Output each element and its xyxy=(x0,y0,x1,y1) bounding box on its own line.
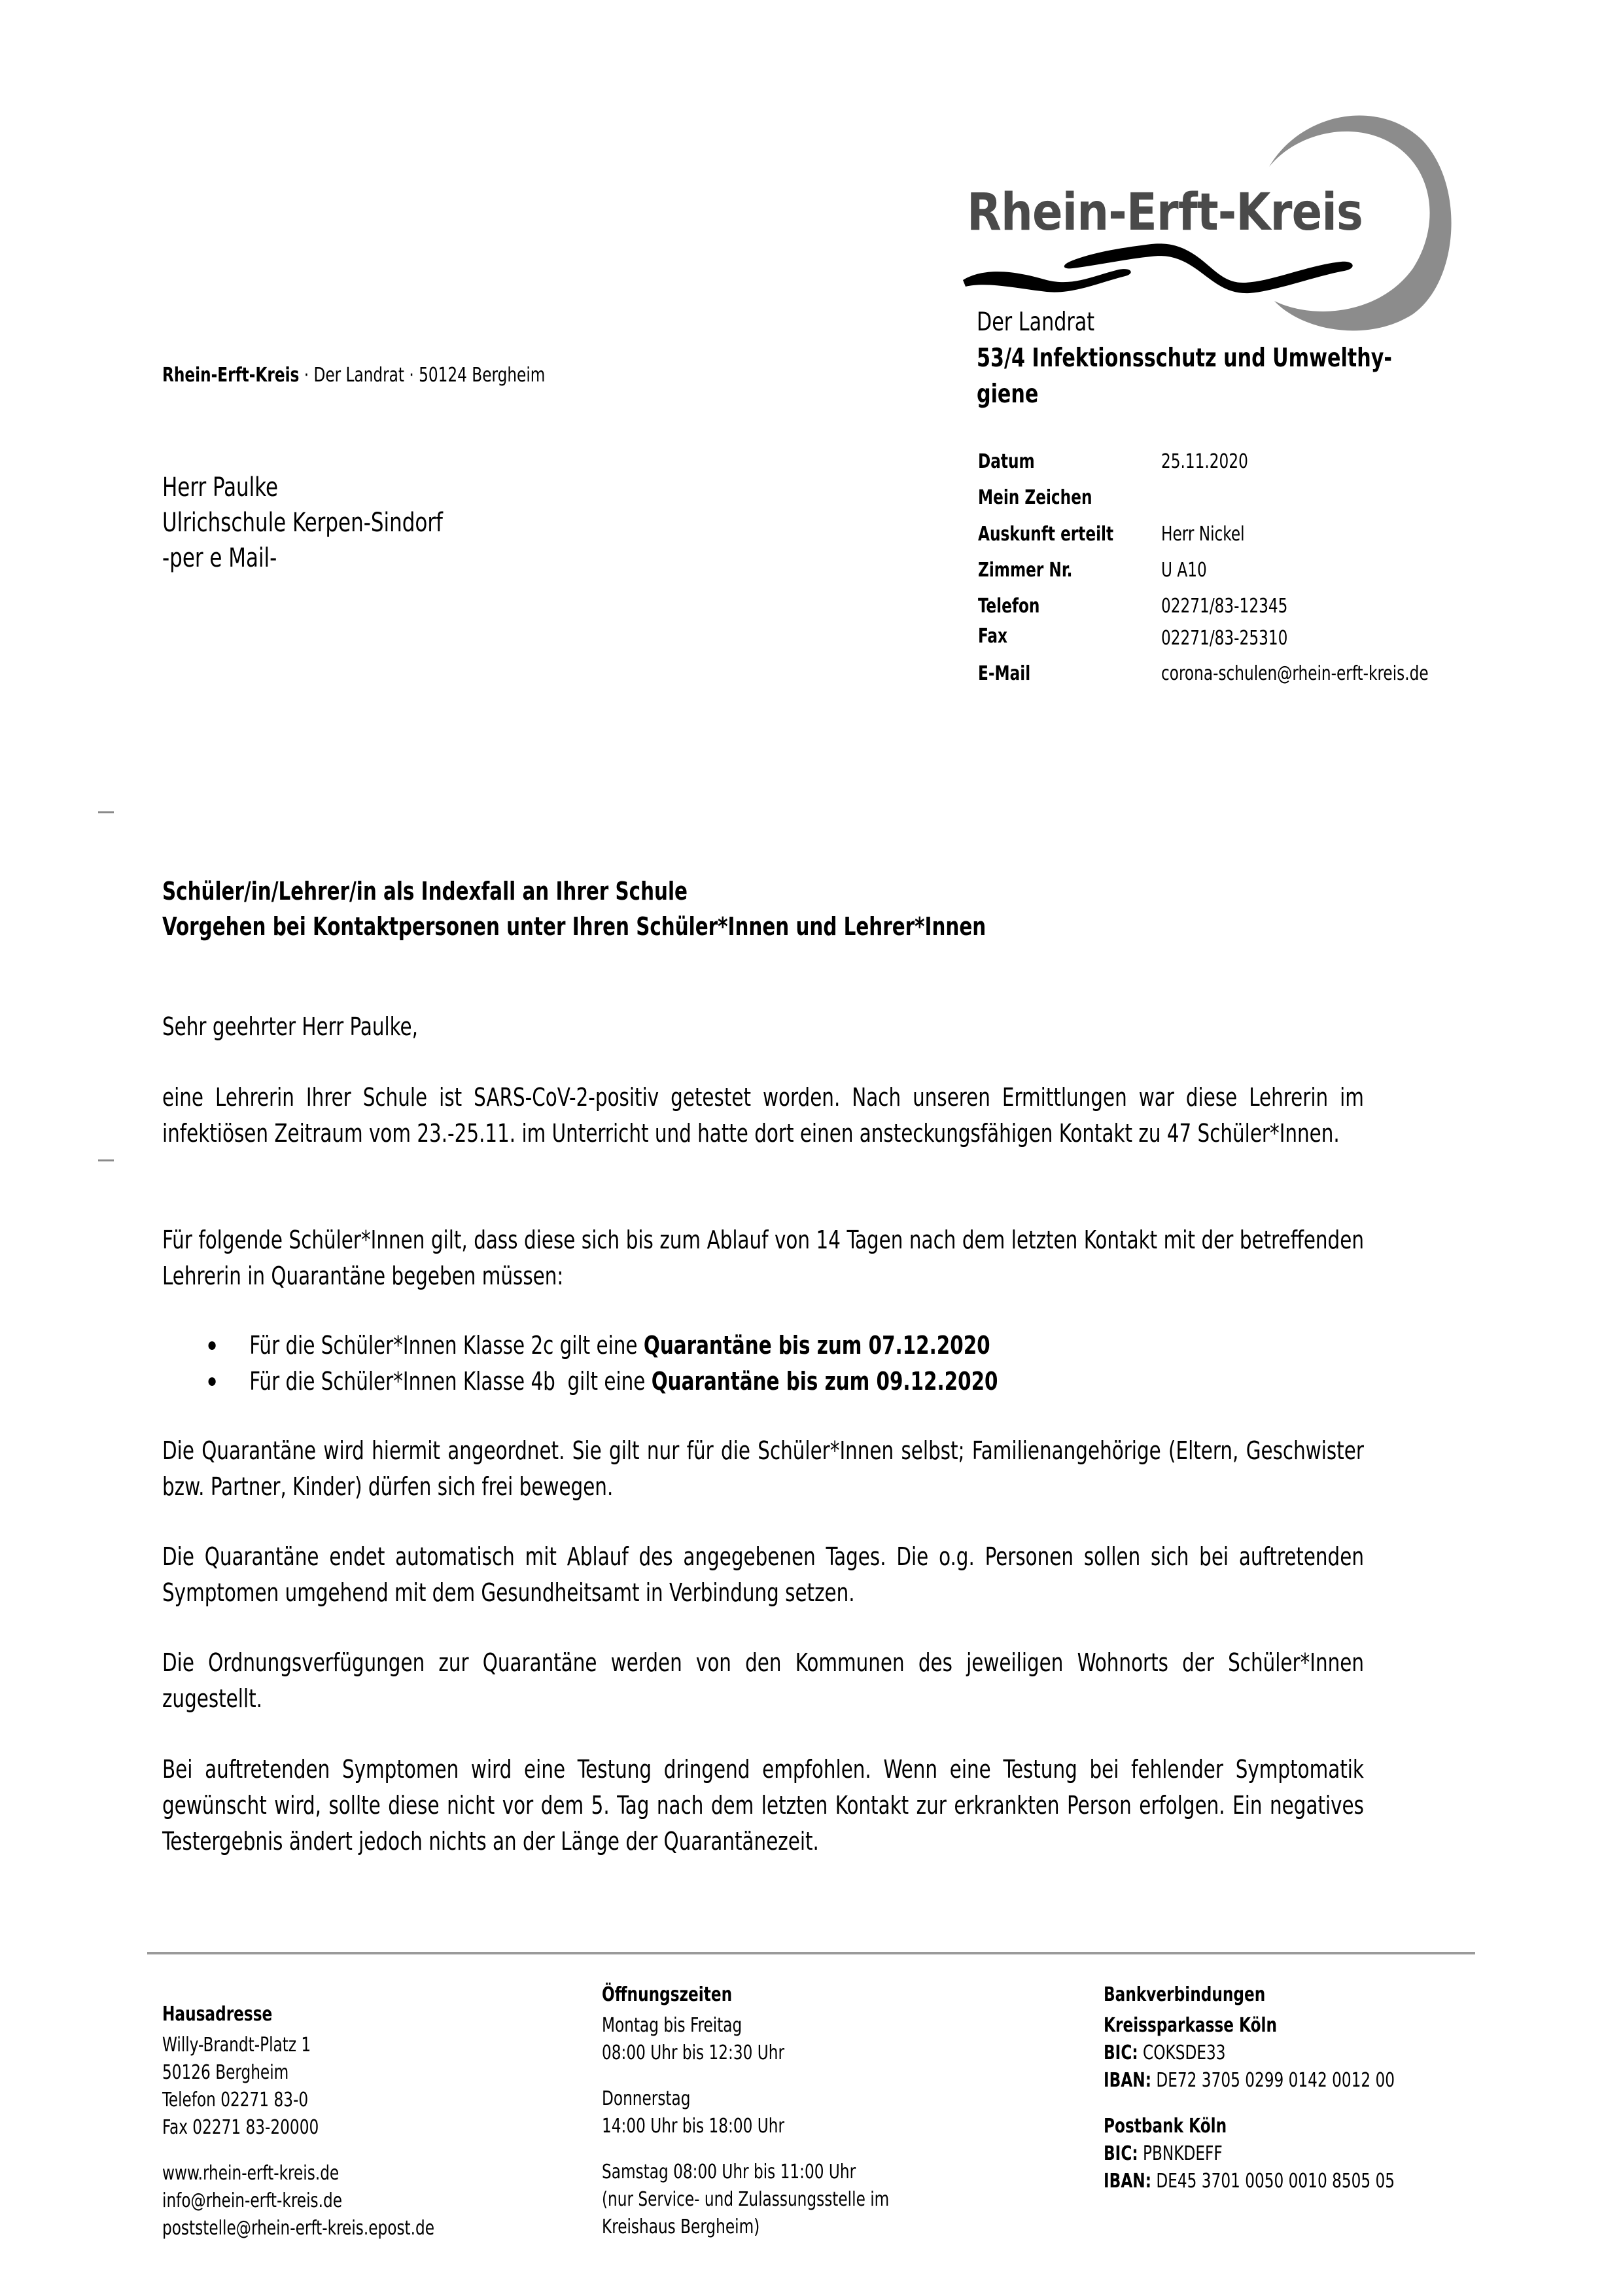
info-label-reference: Mein Zeichen xyxy=(978,486,1092,509)
footer-hours-thursday-time: 14:00 Uhr bis 18:00 Uhr xyxy=(602,2115,785,2138)
fold-mark-top xyxy=(98,811,114,813)
list-item xyxy=(162,1364,1364,1400)
footer-hours-weekdays: Montag bis Freitag xyxy=(602,2014,742,2037)
bank1-bic-label: BIC: xyxy=(1104,2041,1138,2064)
bank1-iban: DE72 3705 0299 0142 0012 00 xyxy=(1151,2069,1395,2092)
bank1-name: Kreissparkasse Köln xyxy=(1104,2014,1278,2037)
bank2-name: Postbank Köln xyxy=(1104,2115,1227,2138)
dept-landrat: Der Landrat xyxy=(977,308,1095,337)
bullet-icon xyxy=(209,1341,216,1350)
bank2-bic: PBNKDEFF xyxy=(1138,2142,1223,2165)
info-label-contact: Auskunft erteilt xyxy=(978,523,1114,546)
info-label-date: Datum xyxy=(978,450,1035,473)
subject-line1: Schüler/in/Lehrer/in als Indexfall an Ihrer Schule xyxy=(162,877,688,906)
footer-address-heading: Hausadresse xyxy=(162,2003,273,2026)
list-item-deadline: Quarantäne bis zum 07.12.2020 xyxy=(643,1331,990,1360)
salutation: Sehr geehrter Herr Paulke, xyxy=(162,1012,418,1041)
list-item-text: Für die Schüler*Innen Klasse 4b gilt eine xyxy=(249,1367,652,1396)
footer-hours-saturday-note: (nur Service- und Zulassungsstelle im xyxy=(602,2188,890,2211)
info-value-email[interactable]: corona-schulen@rhein-erft-kreis.de xyxy=(1161,662,1429,685)
paragraph-ordinances: Die Ordnungsverfügungen zur Quarantäne werden von den Kommunen des jeweiligen Wohnorts der Schüler*Innen zugestellt. xyxy=(162,1648,1364,1713)
list-item-deadline: Quarantäne bis zum 09.12.2020 xyxy=(651,1367,998,1396)
bullet-icon xyxy=(209,1377,216,1386)
footer-info-email-link[interactable]: info@rhein-erft-kreis.de xyxy=(162,2189,343,2212)
info-value-contact: Herr Nickel xyxy=(1161,523,1245,546)
info-label-email: E-Mail xyxy=(978,662,1031,685)
footer-hours-heading: Öffnungszeiten xyxy=(602,1983,733,2006)
footer-hours-saturday-note-2: Kreishaus Bergheim) xyxy=(602,2216,760,2238)
list-item xyxy=(162,1328,1364,1364)
bank1-bic: COKSDE33 xyxy=(1138,2041,1226,2064)
footer-fax: Fax 02271 83-20000 xyxy=(162,2116,319,2139)
footer-hours xyxy=(602,1981,889,2241)
info-value-phone: 02271/83-12345 xyxy=(1161,595,1288,618)
paragraph-index-case: eine Lehrerin Ihrer Schule ist SARS-CoV-2-positiv getestet worden. Nach unseren Ermittlungen war diese Lehrerin im infektiösen Zeitraum vom 23.-25.11. im Unterricht und hatte dort einen ansteckungsfähigen Kontakt zu 47 Schüler*Innen. xyxy=(162,1083,1364,1148)
footer-address xyxy=(162,2001,434,2242)
rhein-erft-kreis-logo xyxy=(962,105,1498,340)
info-value-fax: 02271/83-25310 xyxy=(1161,627,1288,650)
subject-line2: Vorgehen bei Kontaktpersonen unter Ihren Schüler*Innen und Lehrer*Innen xyxy=(162,912,986,941)
footer-street: Willy-Brandt-Platz 1 xyxy=(162,2034,311,2057)
recipient-name: Herr Paulke xyxy=(162,472,279,503)
footer-bank xyxy=(1104,1981,1395,2195)
footer-epost-email-link[interactable]: poststelle@rhein-erft-kreis.epost.de xyxy=(162,2217,435,2240)
paragraph-testing: Bei auftretenden Symptomen wird eine Testung dringend empfohlen. Wenn eine Testung bei fehlender Symptomatik gewünscht wird, sollte diese nicht vor dem 5. Tag nach dem letzten Kontakt zur erkrankten Person erfolgen. Ein negatives Testergebnis ändert jedoch nichts an der Länge der Quarantänezeit. xyxy=(162,1755,1364,1856)
dept-office-line1: 53/4 Infektionsschutz und Umwelthy- xyxy=(977,344,1392,373)
quarantine-list xyxy=(162,1328,1364,1400)
footer-city: 50126 Bergheim xyxy=(162,2061,289,2084)
info-value-date: 25.11.2020 xyxy=(1161,450,1248,473)
info-label-phone: Telefon xyxy=(978,595,1040,618)
info-label-room: Zimmer Nr. xyxy=(978,559,1073,582)
recipient-school: Ulrichschule Kerpen-Sindorf xyxy=(162,508,443,538)
bank2-iban: DE45 3701 0050 0010 8505 05 xyxy=(1151,2170,1395,2193)
fold-mark-middle xyxy=(98,1159,114,1161)
sender-org: Rhein-Erft-Kreis xyxy=(162,364,300,387)
paragraph-order: Die Quarantäne wird hiermit angeordnet. Sie gilt nur für die Schüler*Innen selbst; Familienangehörige (Eltern, Geschwister bzw. Partner, Kinder) dürfen sich frei bewegen. xyxy=(162,1436,1364,1501)
footer-hours-saturday: Samstag 08:00 Uhr bis 11:00 Uhr xyxy=(602,2161,856,2183)
bank2-bic-label: BIC: xyxy=(1104,2142,1138,2165)
paragraph-quarantine-rule: Für folgende Schüler*Innen gilt, dass diese sich bis zum Ablauf von 14 Tagen nach dem letzten Kontakt mit der betreffenden Lehrerin in Quarantäne begeben müssen: xyxy=(162,1226,1364,1290)
sender-return-address xyxy=(162,364,545,387)
sender-rest: · Der Landrat · 50124 Bergheim xyxy=(299,364,546,387)
footer-hours-thursday: Donnerstag xyxy=(602,2087,691,2110)
paragraph-end: Die Quarantäne endet automatisch mit Ablauf des angegebenen Tages. Die o.g. Personen sollen sich bei auftretenden Symptomen umgehend mit dem Gesundheitsamt in Verbindung setzen. xyxy=(162,1542,1364,1607)
footer-website-link[interactable]: www.rhein-erft-kreis.de xyxy=(162,2162,340,2185)
footer-divider xyxy=(147,1952,1475,1954)
footer-phone: Telefon 02271 83-0 xyxy=(162,2089,309,2111)
dept-office-line2: giene xyxy=(977,380,1039,409)
bank2-iban-label: IBAN: xyxy=(1104,2170,1151,2193)
info-value-room: U A10 xyxy=(1161,559,1207,582)
footer-hours-weekdays-time: 08:00 Uhr bis 12:30 Uhr xyxy=(602,2041,785,2064)
bank1-iban-label: IBAN: xyxy=(1104,2069,1151,2092)
list-item-text: Für die Schüler*Innen Klasse 2c gilt eine xyxy=(249,1331,644,1360)
recipient-delivery: -per e Mail- xyxy=(162,543,277,573)
footer-bank-heading: Bankverbindungen xyxy=(1104,1983,1266,2006)
info-label-fax: Fax xyxy=(978,625,1007,648)
logo-wordmark: Rhein-Erft-Kreis xyxy=(967,183,1363,242)
